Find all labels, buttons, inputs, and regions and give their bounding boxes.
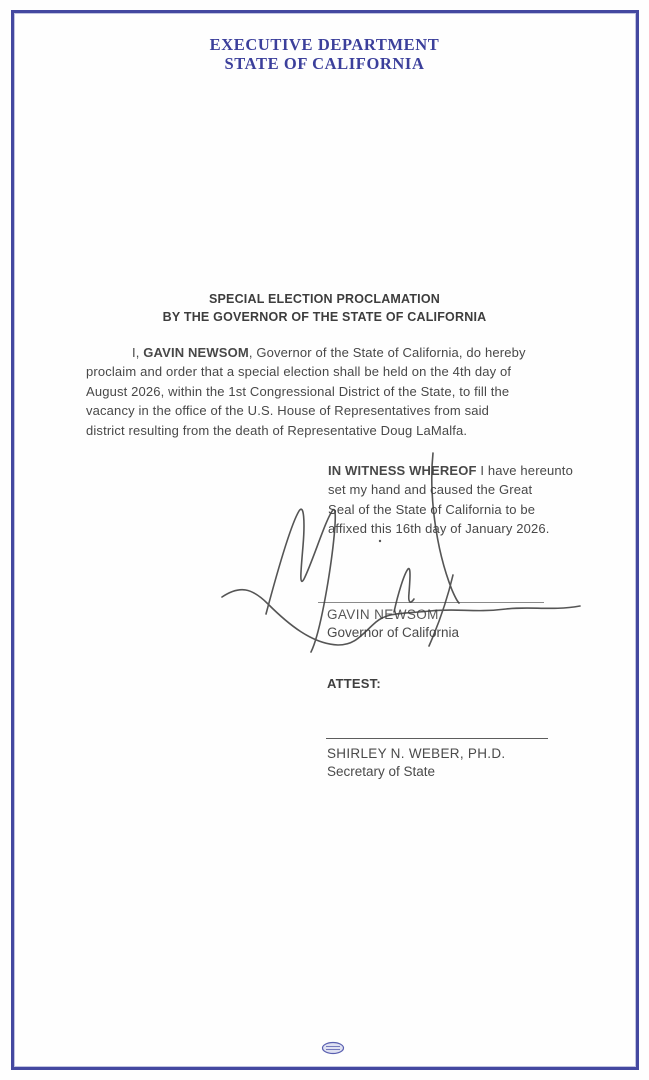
letterhead [0,35,649,73]
paragraph-line: vacancy in the office of the U.S. House of Representatives from said [86,403,490,419]
witness-line: affixed this 16th day of January 2026. [328,521,550,537]
attest-label: ATTEST: [327,676,381,691]
paragraph-line: proclaim and order that a special election shall be held on the 4th day of [86,364,512,380]
paragraph-line1-rest: , Governor of the State of California, do hereby [248,345,526,360]
secretary-signature-line [326,738,548,739]
governor-signature-name: GAVIN NEWSOM [327,607,439,622]
witness-clause [328,461,583,539]
paragraph-line: August 2026, within the 1st Congressional District of the State, to fill the [86,383,510,399]
governor-name-inline: GAVIN NEWSOM [143,345,249,360]
witness-line [328,461,583,480]
paragraph-line: district resulting from the death of Representative Doug LaMalfa. [86,422,468,438]
witness-line1-rest: I have hereunto [476,463,573,478]
letterhead-line1: EXECUTIVE DEPARTMENT [209,35,440,54]
page-border [11,10,639,1070]
paragraph-intro: I, [132,345,144,360]
document-title-line1: SPECIAL ELECTION PROCLAMATION [208,292,441,306]
proclamation-paragraph [86,343,582,440]
witness-line: set my hand and caused the Great [328,482,533,498]
secretary-name: SHIRLEY N. WEBER, PH.D. [327,746,506,761]
governor-signature-title: Governor of California [327,625,460,640]
document-title [0,291,649,326]
letterhead-line2: STATE OF CALIFORNIA [224,54,425,73]
witness-line: Seal of the State of California to be [328,501,536,517]
paragraph-line [86,343,582,362]
union-printer-emblem-icon [321,1041,345,1055]
witness-bold-lead: IN WITNESS WHEREOF [328,463,477,478]
governor-signature-line [318,602,544,603]
document-title-line2: BY THE GOVERNOR OF THE STATE OF CALIFORNIA [162,309,487,324]
secretary-title: Secretary of State [327,764,436,779]
